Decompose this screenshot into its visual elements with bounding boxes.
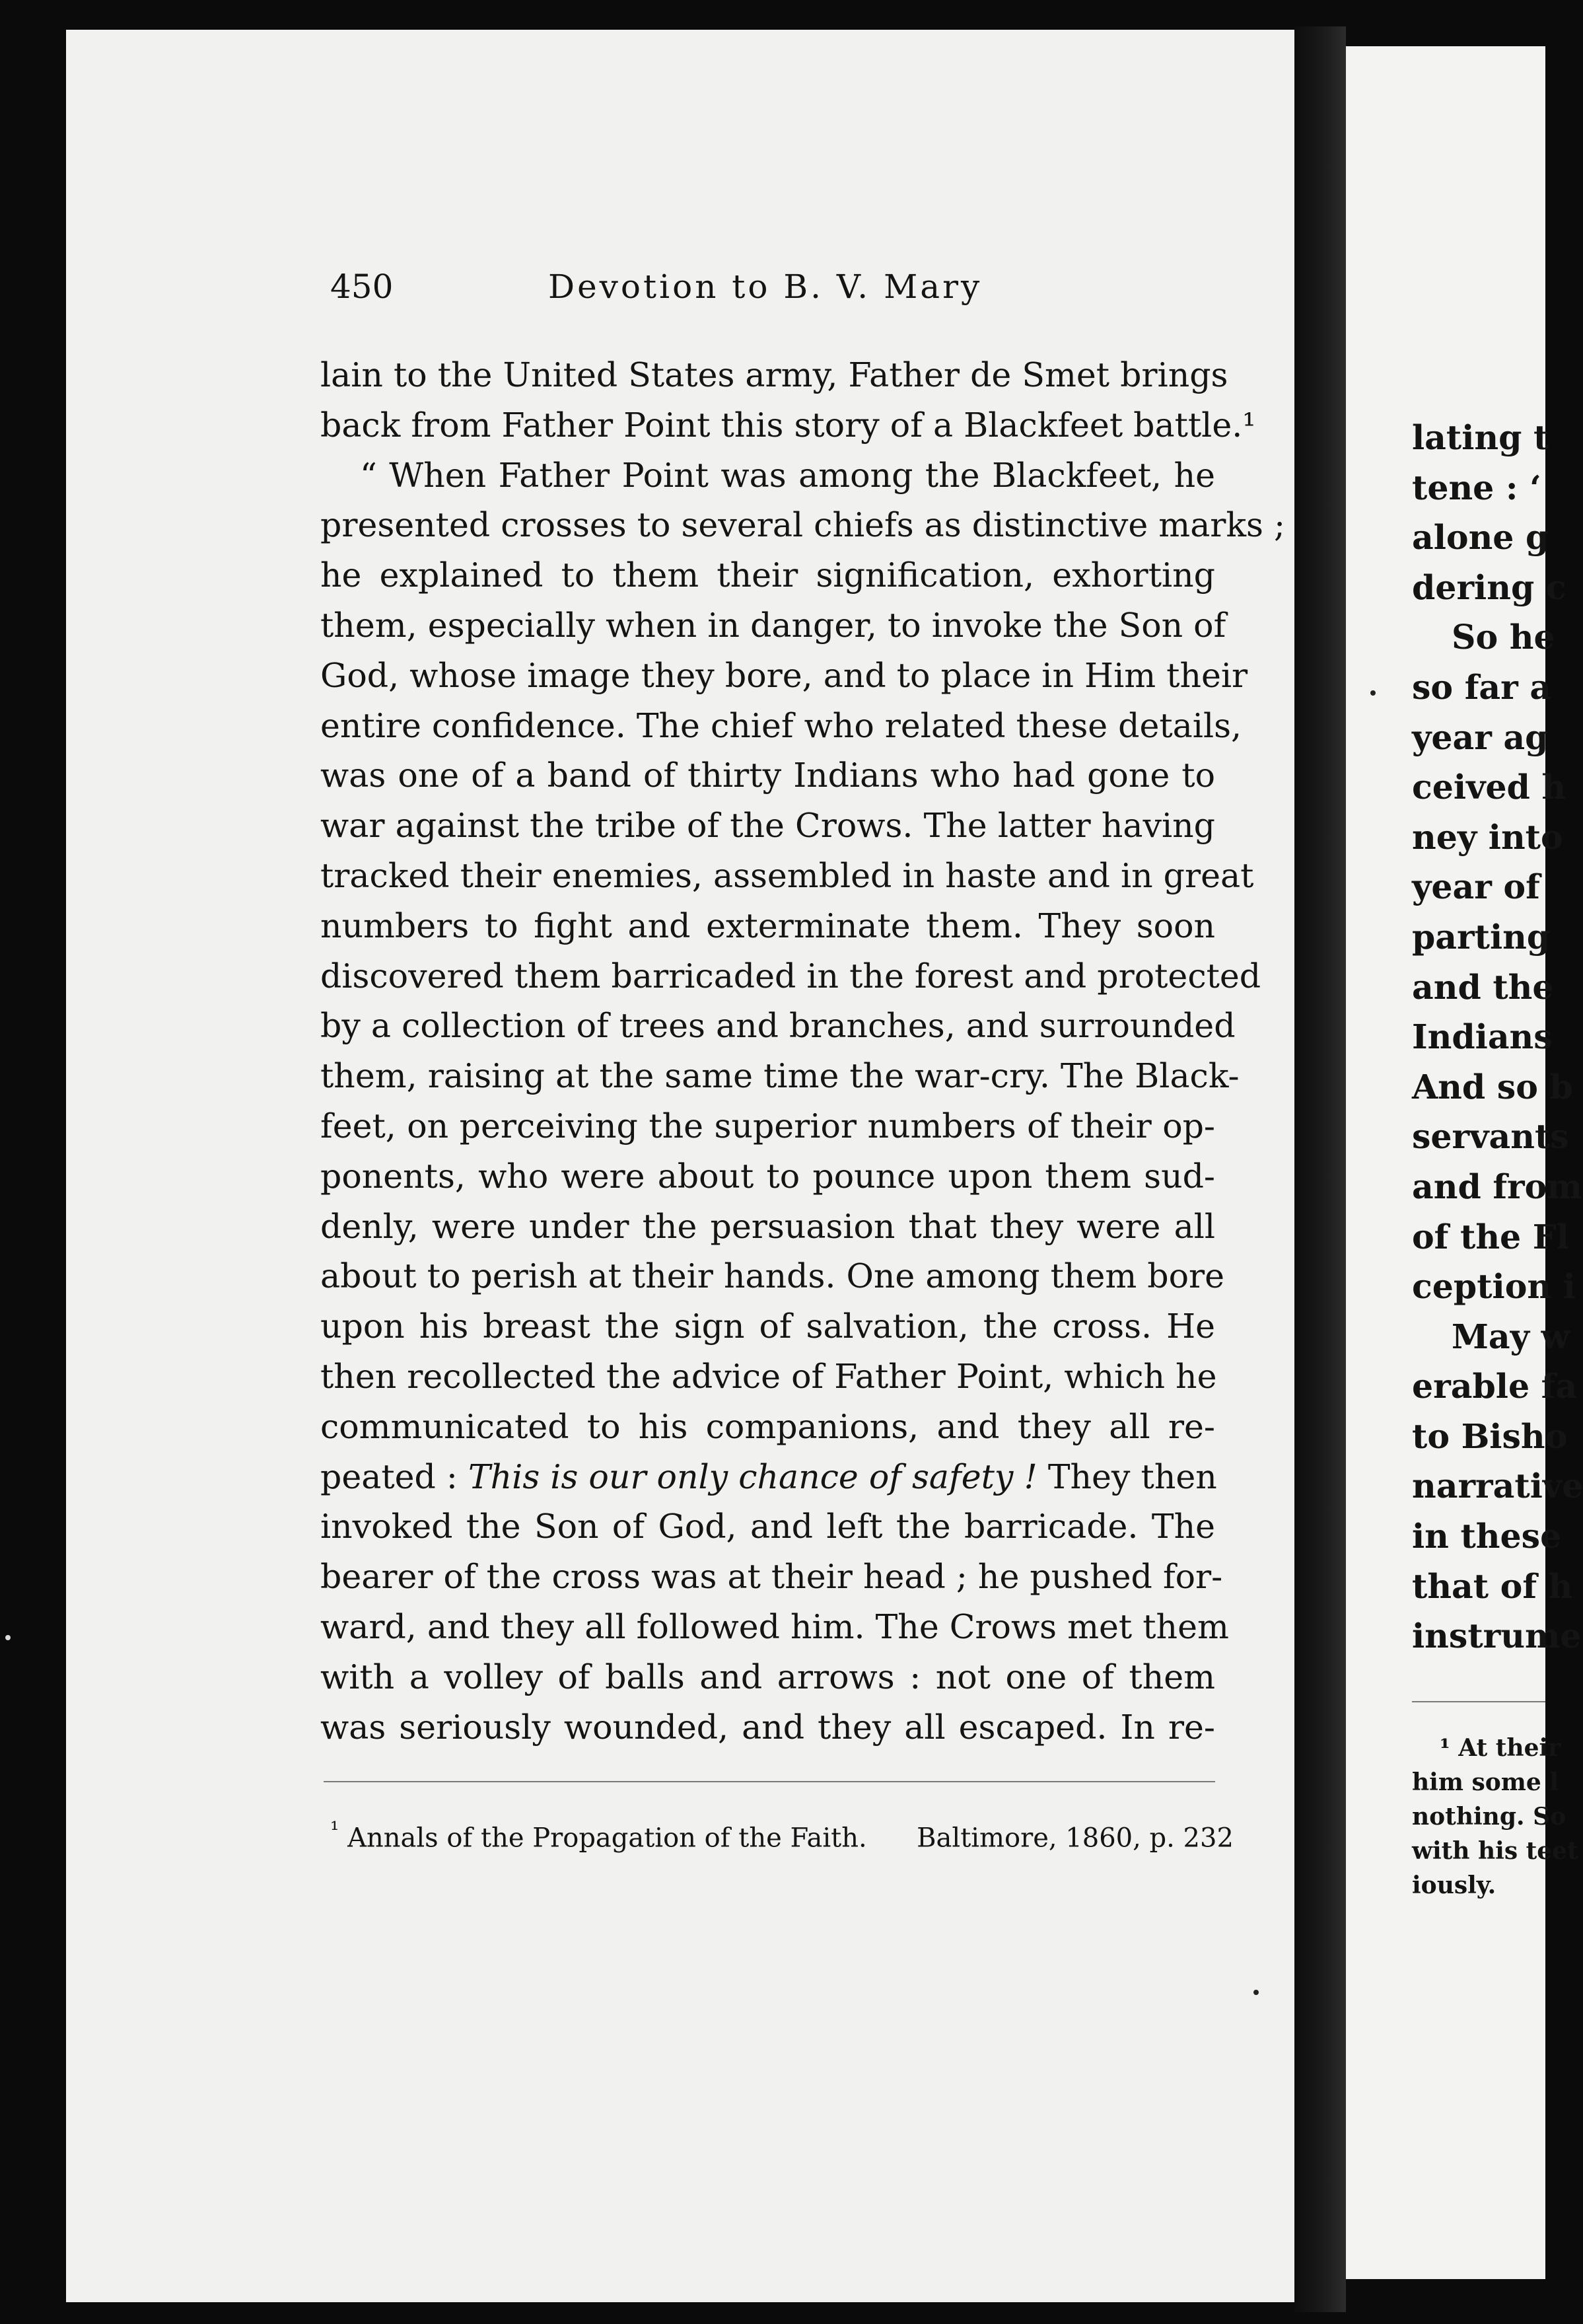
text-line: war against the tribe of the Crows. The latter having	[320, 806, 1215, 846]
text-line: back from Father Point this story of a Blackfeet battle.¹	[320, 405, 1256, 445]
text-line: denly, were under the persuasion that they were all	[320, 1206, 1215, 1246]
text-line: with a volley of balls and arrows : not one of them	[320, 1657, 1215, 1696]
text-line: ward, and they all followed him. The Crows met them	[320, 1607, 1229, 1646]
text-line: about to perish at their hands. One among them bore	[320, 1256, 1225, 1296]
right-line: narrative	[1412, 1467, 1583, 1506]
footnote-marker: ¹	[330, 1817, 339, 1842]
right-line: erable fa	[1412, 1367, 1578, 1406]
text-line: discovered them barricaded in the forest and protected	[320, 956, 1261, 996]
text-line: feet, on perceiving the superior numbers of their op-	[320, 1106, 1215, 1145]
right-line: instrume	[1412, 1616, 1582, 1656]
right-footnote-line: ¹ At their	[1440, 1734, 1561, 1762]
right-line: And so b	[1412, 1067, 1573, 1107]
text-line: ponents, who were about to pounce upon them sud-	[320, 1156, 1215, 1196]
right-line: servants	[1412, 1117, 1569, 1157]
right-line: and the	[1412, 967, 1554, 1007]
right-line: parting	[1412, 917, 1551, 957]
right-line: May w	[1452, 1317, 1570, 1356]
footnote-source: Baltimore, 1860, p. 232	[917, 1823, 1234, 1854]
right-line: year of	[1412, 867, 1540, 907]
body-text	[320, 350, 1286, 1752]
text-line: lain to the United States army, Father de Smet brings	[320, 355, 1228, 394]
text-line: he explained to them their signification, exhorting	[320, 556, 1215, 595]
footnote	[330, 1817, 1234, 1853]
footnote-rule	[324, 1781, 1215, 1782]
right-line: ney into	[1412, 817, 1563, 857]
right-footnote-line: nothing. So	[1412, 1803, 1566, 1831]
right-line: dering c	[1412, 567, 1566, 607]
right-line: ceived h	[1412, 768, 1566, 807]
text-line: entire confidence. The chief who related these details,	[320, 706, 1242, 745]
footnote-text: Annals of the Propagation of the Faith.	[347, 1823, 867, 1854]
scan-speck	[1370, 690, 1376, 696]
right-line: So he	[1452, 618, 1555, 657]
text-line: numbers to fight and exterminate them. They soon	[320, 906, 1215, 945]
right-line: to Bisho	[1412, 1416, 1568, 1456]
scan-speck	[1253, 1990, 1259, 1995]
right-footnote-line: with his teet	[1412, 1837, 1578, 1865]
text-line: “ When Father Point was among the Blackfeet, he	[360, 455, 1215, 495]
text-line: presented crosses to several chiefs as distinctive marks ;	[320, 505, 1286, 545]
right-line: in these	[1412, 1517, 1562, 1556]
book-gutter	[1294, 26, 1346, 2312]
right-line: that of h	[1412, 1566, 1573, 1606]
right-line: Indians	[1412, 1017, 1553, 1057]
right-line: and from	[1412, 1167, 1582, 1206]
line-end: They then	[1047, 1457, 1217, 1496]
right-line: so far a	[1412, 667, 1552, 707]
right-page	[1346, 46, 1583, 2279]
text-line: God, whose image they bore, and to place in Him their	[320, 655, 1248, 695]
text-line: invoked the Son of God, and left the barricade. The	[320, 1507, 1215, 1546]
page-number: 450	[330, 268, 394, 306]
italic-quote: This is our only chance of safety !	[468, 1457, 1038, 1496]
right-footnote-rule	[1412, 1701, 1545, 1702]
line-start: peated :	[320, 1457, 458, 1496]
text-line: tracked their enemies, assembled in haste and in great	[320, 855, 1254, 895]
text-line: them, especially when in danger, to invoke the Son of	[320, 605, 1226, 645]
right-footnote-line: iously.	[1412, 1871, 1496, 1899]
text-line: upon his breast the sign of salvation, the cross. He	[320, 1307, 1215, 1346]
text-line: them, raising at the same time the war-cry. The Black-	[320, 1056, 1240, 1096]
right-line: year ag	[1412, 717, 1549, 757]
text-line: bearer of the cross was at their head ; he pushed for-	[320, 1557, 1223, 1597]
right-line: lating t	[1412, 418, 1549, 457]
text-line: then recollected the advice of Father Point, which he	[320, 1356, 1217, 1396]
text-line: by a collection of trees and branches, and surrounded	[320, 1006, 1236, 1046]
right-footnotes	[1412, 1731, 1578, 1903]
right-line: of the Fl	[1412, 1217, 1569, 1256]
right-footnote-line: him some l	[1412, 1768, 1559, 1796]
text-line: was seriously wounded, and they all escaped. In re-	[320, 1707, 1215, 1747]
text-line: was one of a band of thirty Indians who had gone to	[320, 756, 1215, 795]
right-page-text	[1412, 413, 1583, 1661]
scan-speck	[5, 1635, 11, 1640]
right-line: ception i	[1412, 1267, 1576, 1307]
running-head: Devotion to B. V. Mary	[548, 268, 983, 306]
text-line: communicated to his companions, and they all re-	[320, 1406, 1215, 1446]
right-line: alone g	[1412, 518, 1549, 558]
right-line: tene : ‘	[1412, 468, 1541, 507]
text-line-with-quote	[320, 1452, 1215, 1502]
